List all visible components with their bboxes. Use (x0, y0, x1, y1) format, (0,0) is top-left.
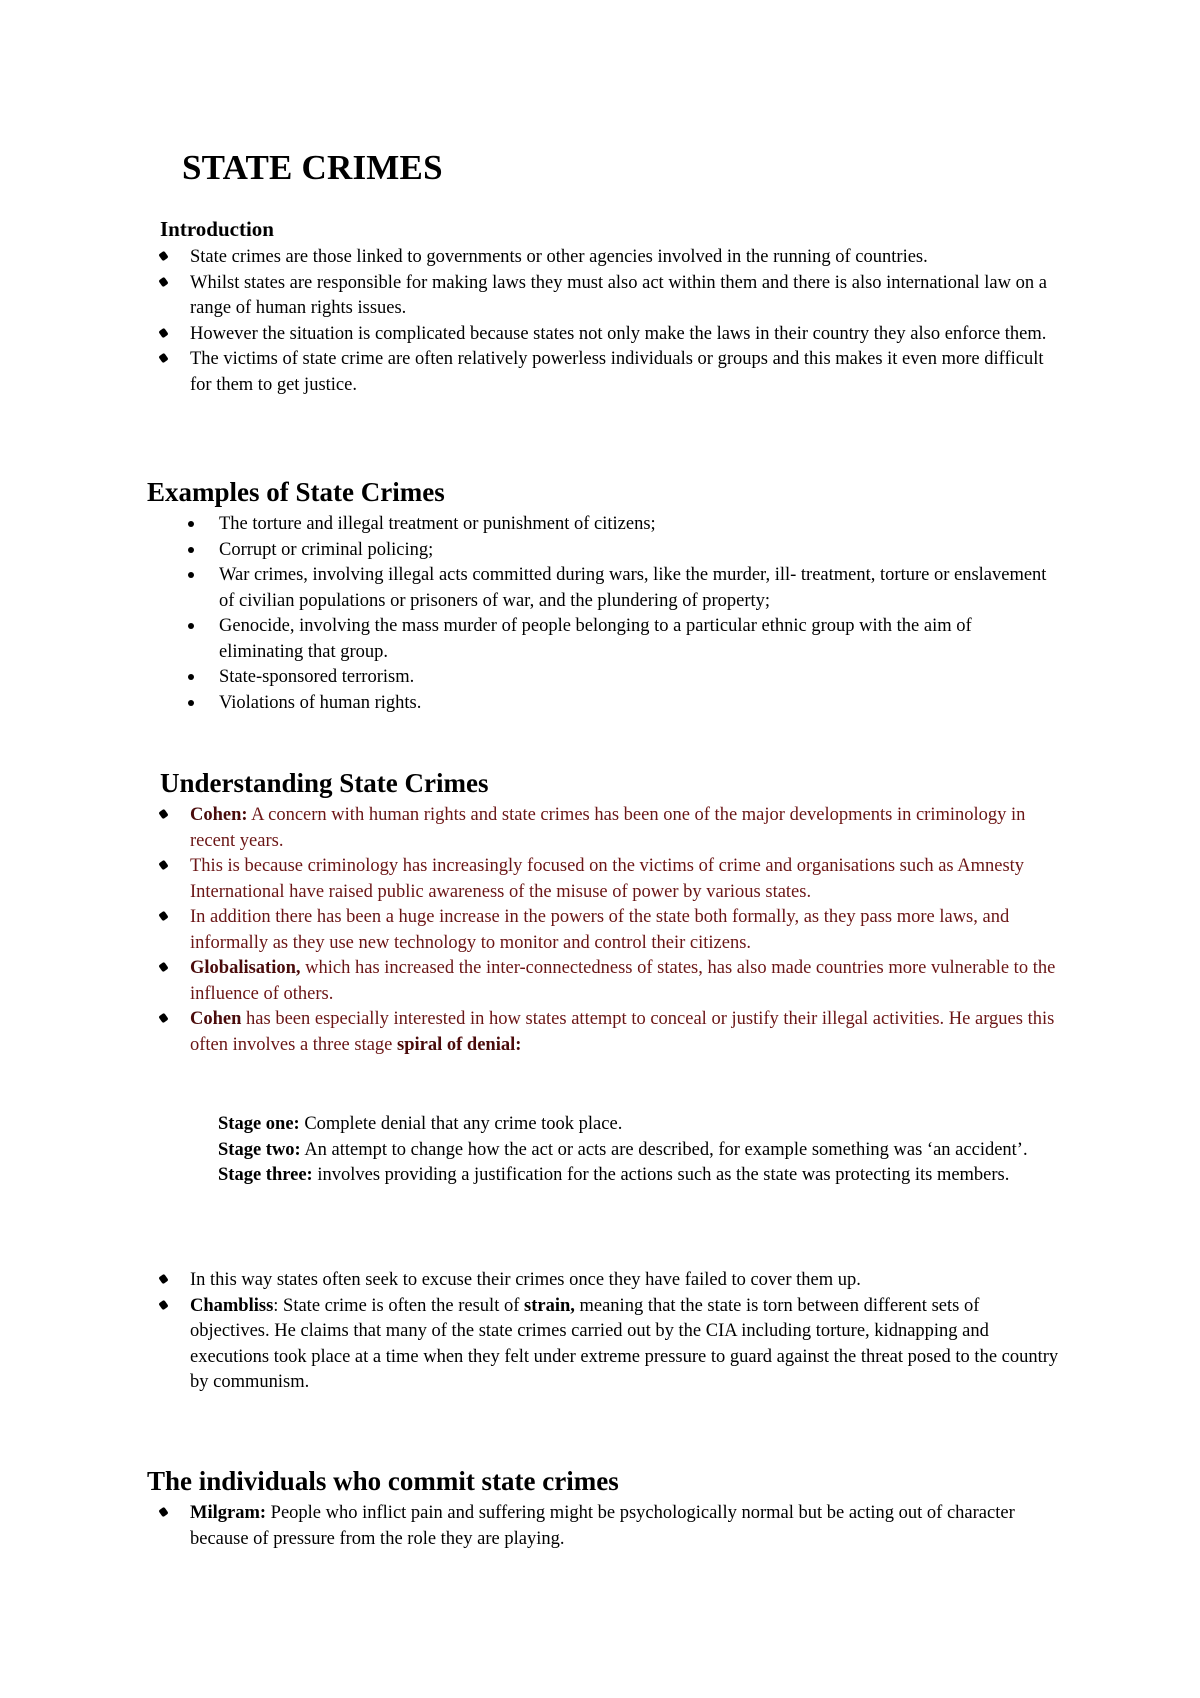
stage-three: Stage three: involves providing a justification for the actions such as the state was protecting its members. (218, 1165, 1010, 1185)
understanding-list (190, 803, 1060, 1058)
stage-two: Stage two: An attempt to change how the act or acts are described, for example something was ‘an accident’. (218, 1139, 1028, 1160)
list-item: In this way states often seek to excuse their crimes once they have failed to cover them up. (190, 1268, 1060, 1294)
understanding-heading: Understanding State Crimes (160, 768, 489, 798)
list-item: In addition there has been a huge increase in the powers of the state both formally, as they pass more laws, and informally as they use new technology to monitor and control their citizens. (190, 905, 1060, 956)
list-item: The torture and illegal treatment or punishment of citizens; (219, 512, 1049, 538)
list-item: Whilst states are responsible for making laws they must also act within them and there is also international law on a range of human rights issues. (190, 271, 1060, 322)
list-item: Corrupt or criminal policing; (219, 538, 1049, 564)
examples-list (219, 512, 1049, 716)
list-item: Chambliss: State crime is often the result of strain, meaning that the state is torn between different sets of objectives. He claims that many of the state crimes carried out by the CIA including torture, kidnapping and executions took place at a time when they felt under extreme pressure to guard against the threat posed to the country by communism. (190, 1294, 1060, 1396)
individuals-heading: The individuals who commit state crimes (147, 1466, 619, 1496)
list-item: Cohen: A concern with human rights and state crimes has been one of the major developments in criminology in recent years. (190, 803, 1060, 854)
understanding-list-continued (190, 1268, 1060, 1396)
list-item: Globalisation, which has increased the inter-connectedness of states, has also made countries more vulnerable to the influence of others. (190, 956, 1060, 1007)
list-item: Genocide, involving the mass murder of people belonging to a particular ethnic group with the aim of eliminating that group. (219, 614, 1049, 665)
list-item: State-sponsored terrorism. (219, 665, 1049, 691)
list-item: The victims of state crime are often relatively powerless individuals or groups and this makes it even more difficult for them to get justice. (190, 347, 1060, 398)
stage-one: Stage one: Complete denial that any crime took place. (218, 1114, 623, 1134)
document-title: STATE CRIMES (182, 148, 443, 187)
list-item: This is because criminology has increasingly focused on the victims of crime and organisations such as Amnesty International have raised public awareness of the misuse of power by various states. (190, 854, 1060, 905)
intro-heading: Introduction (160, 217, 274, 241)
list-item: Milgram: People who inflict pain and suffering might be psychologically normal but be acting out of character because of pressure from the role they are playing. (190, 1501, 1060, 1552)
list-item: Violations of human rights. (219, 691, 1049, 717)
spiral-of-denial-stages (218, 1112, 1038, 1189)
intro-list (190, 245, 1060, 398)
examples-heading: Examples of State Crimes (147, 477, 445, 507)
individuals-list (190, 1501, 1060, 1552)
list-item: However the situation is complicated because states not only make the laws in their country they also enforce them. (190, 322, 1060, 348)
list-item: War crimes, involving illegal acts committed during wars, like the murder, ill- treatment, torture or enslavement of civilian populations or prisoners of war, and the plundering of property; (219, 563, 1049, 614)
list-item: State crimes are those linked to governments or other agencies involved in the running of countries. (190, 245, 1060, 271)
list-item: Cohen has been especially interested in how states attempt to conceal or justify their illegal activities. He argues this often involves a three stage spiral of denial: (190, 1007, 1060, 1058)
